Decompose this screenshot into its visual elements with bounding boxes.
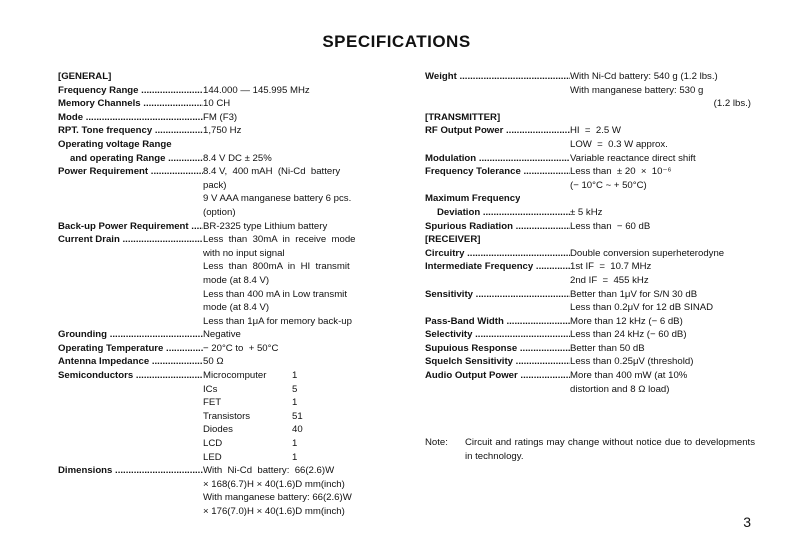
spec-value: Less than − 60 dB (570, 220, 651, 232)
spec-value: 144.000 — 145.995 MHz (203, 84, 310, 96)
spec-value: ± 5 kHz (570, 206, 603, 218)
spec-max-deviation-heading (425, 192, 755, 206)
spec-label: Intermediate Frequency ..... (425, 260, 570, 287)
semiconductor-count: 1 (292, 438, 298, 450)
spec-label: Frequency Tolerance ..... (425, 165, 570, 192)
spec-value: 1,750 Hz (203, 125, 242, 137)
spec-label: Power Requirement ..... (58, 165, 203, 219)
spec-label: Circuitry ..... (425, 247, 570, 261)
spec-value-line: Less than 400 mA in Low transmit (203, 288, 347, 300)
spec-value-line: 9 V AAA manganese battery 6 pcs. (203, 193, 352, 205)
semiconductor-name: Diodes (203, 424, 233, 436)
spec-value-line: pack) (203, 179, 227, 191)
left-column (58, 70, 398, 519)
spec-mode (58, 111, 398, 125)
spec-value: Negative (203, 329, 241, 341)
spec-label: Sensitivity ..... (425, 288, 570, 315)
spec-dimensions (58, 464, 398, 518)
spec-value: 10 CH (203, 98, 231, 110)
semiconductor-count: 5 (292, 383, 298, 395)
spec-value-line: (option) (203, 206, 236, 218)
spec-spurious-response (425, 342, 755, 356)
spec-value: Better than 50 dB (570, 342, 645, 354)
semiconductor-name: Transistors (203, 410, 251, 422)
spec-value: More than 12 kHz (− 6 dB) (570, 315, 683, 327)
spec-label: Maximum Frequency (425, 193, 521, 205)
spec-label: Operating voltage Range (58, 138, 172, 150)
spec-value-line: Less than 1μA for memory back-up (203, 315, 352, 327)
spec-value-line: distortion and 8 Ω load) (570, 383, 670, 395)
spec-value-line: 2nd IF = 455 kHz (570, 274, 649, 286)
receiver-heading: [RECEIVER] (425, 234, 481, 246)
spec-label: Current Drain ..... (58, 233, 203, 328)
spec-value: 50 Ω (203, 356, 224, 368)
spec-value-line: (1.2 lbs.) (713, 98, 751, 110)
spec-label: Grounding ..... (58, 328, 203, 342)
spec-value-line: Better than 1μV for S/N 30 dB (570, 288, 698, 300)
spec-value-line: × 176(7.0)H × 40(1.6)D mm(inch) (203, 506, 345, 517)
spec-value-line: Less than 30mA in receive mode (203, 234, 356, 246)
spec-current-drain (58, 233, 398, 328)
spec-label: Squelch Sensitivity ..... (425, 355, 570, 369)
spec-operating-temperature (58, 342, 398, 356)
semiconductor-count: 1 (292, 370, 298, 382)
spec-value-line: mode (at 8.4 V) (203, 274, 270, 286)
spec-label: Semiconductors ..... (58, 369, 203, 464)
spec-label: Frequency Range ..... (58, 84, 203, 98)
spec-value-line: × 168(6.7)H × 40(1.6)D mm(inch) (203, 478, 345, 490)
spec-intermediate-frequency (425, 260, 755, 287)
spec-sensitivity (425, 288, 755, 315)
spec-value-line: 1st IF = 10.7 MHz (570, 261, 652, 273)
spec-audio-output (425, 369, 755, 396)
spec-label: Supuious Response ..... (425, 342, 570, 356)
spec-value: Less than 0.25μV (threshold) (570, 356, 694, 368)
spec-frequency-range (58, 84, 398, 98)
page-number: 3 (743, 514, 751, 530)
spec-value-line: With Ni-Cd battery: 540 g (1.2 lbs.) (570, 71, 718, 82)
spec-value-line: Less than 0.2μV for 12 dB SINAD (570, 302, 714, 314)
spec-semiconductors (58, 369, 398, 464)
spec-value-line: Less than 800mA in HI transmit (203, 261, 350, 273)
spec-value-line: Less than ± 20 × 10⁻⁶ (570, 166, 672, 178)
spec-label: RPT. Tone frequency ..... (58, 124, 203, 138)
spec-value: 8.4 V DC ± 25% (203, 152, 272, 164)
spec-label: Spurious Radiation ..... (425, 220, 570, 234)
spec-value: FM (F3) (203, 111, 238, 123)
spec-label: Operating Temperature ..... (58, 342, 203, 356)
semiconductor-name: Microcomputer (203, 370, 267, 382)
semiconductor-list (203, 369, 398, 464)
spec-max-deviation (425, 206, 755, 220)
transmitter-heading: [TRANSMITTER] (425, 111, 501, 123)
semiconductor-name: LCD (203, 438, 223, 450)
semiconductor-count: 1 (292, 397, 298, 409)
spec-spurious-radiation (425, 220, 755, 234)
spec-label: Antenna Impedance ..... (58, 355, 203, 369)
spec-label: Modulation ..... (425, 152, 570, 166)
spec-selectivity (425, 328, 755, 342)
spec-value: Variable reactance direct shift (570, 152, 696, 164)
spec-modulation (425, 152, 755, 166)
spec-label: RF Output Power ..... (425, 124, 570, 151)
spec-value: − 20°C to + 50°C (203, 342, 279, 354)
spec-value-line: With manganese battery: 66(2.6)W (203, 492, 352, 504)
semiconductor-name: ICs (203, 383, 218, 395)
spec-passband-width (425, 315, 755, 329)
spec-label: Selectivity ..... (425, 328, 570, 342)
page-title: SPECIFICATIONS (322, 32, 471, 51)
spec-label: Audio Output Power ..... (425, 369, 570, 396)
spec-weight (425, 70, 755, 111)
spec-value: BR-2325 type Lithium battery (203, 220, 328, 232)
semiconductor-count: 51 (292, 410, 303, 422)
spec-label: Weight ..... (425, 70, 570, 111)
semiconductor-count: 1 (292, 451, 298, 463)
note-text: Circuit and ratings may change without notice due to developments in technology. (465, 437, 755, 462)
spec-operating-voltage (58, 152, 398, 166)
spec-power-requirement (58, 165, 398, 219)
spec-circuitry (425, 247, 755, 261)
spec-frequency-tolerance (425, 165, 755, 192)
spec-value-line: HI = 2.5 W (570, 125, 621, 137)
semiconductor-name: FET (203, 397, 222, 409)
spec-value-line: 8.4 V, 400 mAH (Ni-Cd battery (203, 166, 341, 178)
spec-label: Pass-Band Width ..... (425, 315, 570, 329)
spec-operating-voltage-heading (58, 138, 398, 152)
spec-rpt-tone (58, 124, 398, 138)
spec-value-line: With Ni-Cd battery: 66(2.6)W (203, 465, 335, 477)
note-label: Note: (425, 437, 448, 449)
spec-value-line: More than 400 mW (at 10% (570, 370, 688, 382)
spec-label: Deviation ..... (425, 206, 570, 220)
spec-value-line: With manganese battery: 530 g (570, 84, 704, 96)
spec-label: Mode ..... (58, 111, 203, 125)
spec-grounding (58, 328, 398, 342)
semiconductor-name: LED (203, 451, 222, 463)
spec-value-line: LOW = 0.3 W approx. (570, 138, 668, 150)
right-column (425, 70, 755, 463)
spec-label: and operating Range ..... (58, 152, 203, 166)
general-heading: [GENERAL] (58, 71, 112, 82)
spec-squelch-sensitivity (425, 355, 755, 369)
spec-value-line: with no input signal (203, 247, 285, 259)
spec-value: Double conversion superheterodyne (570, 247, 725, 259)
spec-rf-output (425, 124, 755, 151)
semiconductor-count: 40 (292, 424, 303, 436)
spec-antenna-impedance (58, 355, 398, 369)
spec-label: Dimensions ..... (58, 464, 203, 518)
note (425, 436, 755, 463)
spec-memory-channels (58, 97, 398, 111)
spec-value: Less than 24 kHz (− 60 dB) (570, 329, 687, 341)
spec-value-line: mode (at 8.4 V) (203, 302, 270, 314)
spec-value-line: (− 10°C ~ + 50°C) (570, 179, 647, 191)
spec-label: Memory Channels ..... (58, 97, 203, 111)
spec-backup-power (58, 220, 398, 234)
spec-label: Back-up Power Requirement ..... (58, 220, 203, 234)
